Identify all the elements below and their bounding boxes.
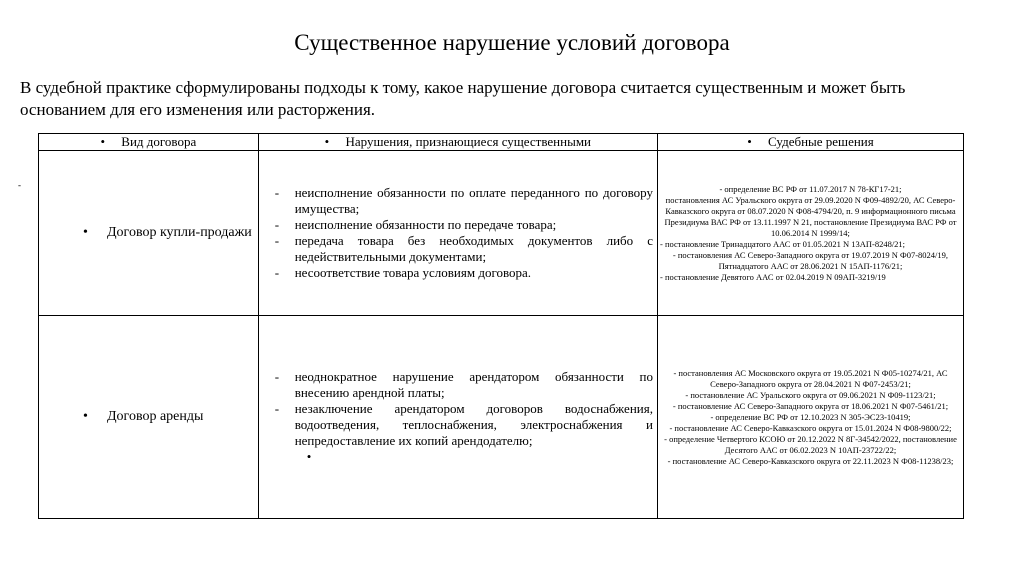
violation-text: неоднократное нарушение арендатором обязанности по внесению арендной платы; xyxy=(294,369,653,400)
table-row xyxy=(39,151,964,316)
violation-text: передача товара без необходимых документов либо с недействительными документами; xyxy=(294,233,653,264)
violation-text: несоответствие товара условиям договора. xyxy=(294,265,532,280)
bullet-icon: • xyxy=(747,134,752,149)
violations-cell xyxy=(258,151,657,316)
list-item: - определение ВС РФ от 12.10.2023 N 305-ЭС23-10419; xyxy=(710,411,911,422)
violation-text: незаключение арендатором договоров водоснабжения, водоотведения, теплоснабжения, электроснабжения и непредоставление их копий арендодателю; xyxy=(294,401,653,448)
intro-paragraph: В судебной практике сформулированы подходы к тому, какое нарушение договора считается существенным и может быть основанием для его изменения или расторжения. xyxy=(20,78,906,119)
violation-text: неисполнение обязанности по оплате переданного по договору имущества; xyxy=(294,185,653,216)
table-header-row xyxy=(39,134,964,151)
violation-text: неисполнение обязанности по передаче товара; xyxy=(294,217,557,232)
contract-type: Договор аренды xyxy=(107,409,204,424)
contract-type-cell xyxy=(39,316,259,519)
header-court-decisions xyxy=(657,134,963,151)
list-item: - постановление АС Северо-Кавказского округа от 22.11.2023 N Ф08-11238/23; xyxy=(667,455,954,466)
court-decisions-cell xyxy=(657,151,963,316)
list-item: - неисполнение обязанности по оплате переданного по договору имущества; xyxy=(274,185,653,216)
list-item: - передача товара без необходимых документов либо с недействительными документами; xyxy=(274,233,653,264)
list-item: постановления АС Уральского округа от 29.09.2020 N Ф09-4892/20, АС Северо-Кавказского округа от 08.07.2020 N Ф08-4794/20, п. 9 информационного письма Президиума ВАС РФ от 13.11.1997 N 21, постановление Президиума ВАС РФ от 10.06.2014 N 1999/14; xyxy=(664,194,957,238)
bullet-icon: • xyxy=(306,449,312,464)
header-violations xyxy=(258,134,657,151)
court-decisions-cell xyxy=(657,316,963,519)
bullet-icon: • xyxy=(83,409,88,424)
header-label: Нарушения, признающиеся существенными xyxy=(345,134,592,149)
list-item: - неисполнение обязанности по передаче товара; xyxy=(274,217,557,232)
table-row xyxy=(39,316,964,519)
list-item: - постановления АС Московского округа от 19.05.2021 N Ф05-10274/21, АС Северо-Западного округа от 28.04.2021 N Ф07-2453/21; xyxy=(673,367,948,389)
side-mark: - xyxy=(18,180,21,190)
list-item: - определение Четвертого КСОЮ от 20.12.2022 N 8Г-34542/2022, постановление Десятого ААС от 06.02.2023 N 10АП-23722/22; xyxy=(664,433,957,455)
list-item: - несоответствие товара условиям договора. xyxy=(274,265,532,280)
list-item: - незаключение арендатором договоров водоснабжения, водоотведения, теплоснабжения, электроснабжения и непредоставление их копий арендодателю; xyxy=(274,401,653,448)
list-item: - постановление Девятого ААС от 02.04.2019 N 09АП-3219/19 xyxy=(659,271,886,282)
header-contract-type xyxy=(39,134,259,151)
list-item: - постановления АС Северо-Западного округа от 19.07.2019 N Ф07-8024/19, Пятнадцатого ААС от 28.06.2021 N 15АП-1176/21; xyxy=(672,249,949,271)
header-label: Судебные решения xyxy=(768,134,874,149)
bullet-icon: • xyxy=(83,225,88,240)
bullet-icon: • xyxy=(324,134,330,149)
list-item: - постановление АС Уральского округа от 09.06.2021 N Ф09-1123/21; xyxy=(685,389,936,400)
list-item: - постановление Тринадцатого ААС от 01.05.2021 N 13АП-8248/21; xyxy=(659,238,906,249)
list-item: - постановление АС Северо-Кавказского округа от 15.01.2024 N Ф08-9800/22; xyxy=(669,422,952,433)
list-item: - постановление АС Северо-Западного округа от 18.06.2021 N Ф07-5461/21; xyxy=(672,400,949,411)
contract-type: Договор купли-продажи xyxy=(107,225,252,240)
violations-cell xyxy=(258,316,657,519)
list-item: - неоднократное нарушение арендатором обязанности по внесению арендной платы; xyxy=(274,369,653,400)
bullet-icon: • xyxy=(100,134,106,149)
header-label: Вид договора xyxy=(121,134,197,149)
page-title: Существенное нарушение условий договора xyxy=(294,30,730,55)
contract-type-cell xyxy=(39,151,259,316)
contracts-table xyxy=(38,133,964,519)
list-item: - определение ВС РФ от 11.07.2017 N 78-КГ17-21; xyxy=(719,183,902,194)
